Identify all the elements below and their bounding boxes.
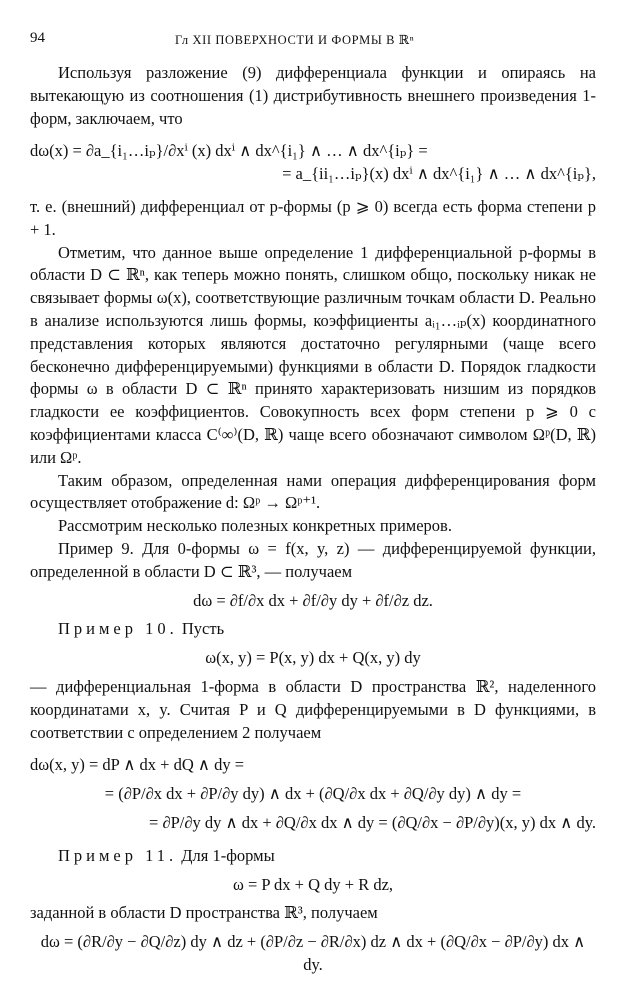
paragraph-example-10-body: — дифференциальная 1-форма в области D пространства ℝ², наделенного координатами x, y. Считая P и Q дифференцируемыми в D функциями, в соответствии с определением 2 получаем bbox=[30, 676, 596, 742]
equation-line: = ∂P/∂y dy ∧ dx + ∂Q/∂x dx ∧ dy = (∂Q/∂x − ∂P/∂y)(x, y) dx ∧ dy. bbox=[149, 812, 596, 832]
paragraph-remark: Отметим, что данное выше определение 1 дифференциальной p-формы в области D ⊂ ℝⁿ, как теперь можно понять, слишком общо, поскольку никак не связывает формы ω(x), соответствующие различным точкам области D. Реально в анализе используются лишь формы, коэффициенты aᵢ₁…ᵢₚ(x) координатного представления которых являются достаточно регулярными (чаще всего бесконечно дифференцируемыми) функциями в области D. Порядок гладкости формы ω в области D ⊂ ℝⁿ принято характеризовать низшим из порядков гладкости ее коэффициентов. Совокупность всех форм степени p ⩾ 0 с коэффициентами класса C⁽∞⁾(D, ℝ) чаще всего обозначают символом Ωᵖ(D, ℝ) или Ωᵖ. bbox=[30, 242, 596, 467]
page-body bbox=[30, 62, 596, 983]
paragraph-example-11 bbox=[30, 845, 596, 868]
example-11-text: Для 1-формы bbox=[181, 845, 275, 865]
running-title: Гл XII ПОВЕРХНОСТИ И ФОРМЫ В ℝⁿ bbox=[175, 33, 415, 47]
equation-example-10 bbox=[30, 754, 596, 834]
equation-line: dω(x) = ∂a_{i₁…iₚ}/∂xⁱ (x) dxⁱ ∧ dx^{i₁} ∧ … ∧ dx^{iₚ} = bbox=[30, 141, 428, 161]
equation-line: dω(x, y) = dP ∧ dx + dQ ∧ dy = bbox=[30, 755, 245, 775]
paragraph-degree: т. е. (внешний) дифференциал от p-формы (p ⩾ 0) всегда есть форма степени p + 1. bbox=[30, 196, 596, 239]
paragraph-example-9: Пример 9. Для 0-формы ω = f(x, y, z) — дифференцируемой функции, определенной в области D ⊂ ℝ³, — получаем bbox=[30, 538, 596, 581]
equation-line: = (∂P/∂x dx + ∂P/∂y dy) ∧ dx + (∂Q/∂x dx + ∂Q/∂y dy) ∧ dy = bbox=[104, 784, 522, 804]
equation-form-omega-2d: ω(x, y) = P(x, y) dx + Q(x, y) dy bbox=[205, 648, 421, 668]
paragraph-mapping: Таким образом, определенная нами операция дифференцирования форм осуществляет отображение d: Ωᵖ → Ωᵖ⁺¹. bbox=[30, 470, 596, 513]
paragraph-examples-intro: Рассмотрим несколько полезных конкретных примеров. bbox=[58, 516, 452, 536]
equation-form-omega-3d: ω = P dx + Q dy + R dz, bbox=[232, 874, 394, 894]
equation-example-11: dω = (∂R/∂y − ∂Q/∂z) dy ∧ dz + (∂P/∂z − ∂R/∂x) dz ∧ dx + (∂Q/∂x − ∂P/∂y) dx ∧ dy. bbox=[40, 932, 586, 974]
paragraph-example-10 bbox=[30, 618, 596, 641]
equation-differential-of-form bbox=[30, 140, 596, 186]
equation-example-9: dω = ∂f/∂x dx + ∂f/∂y dy + ∂f/∂z dz. bbox=[193, 590, 433, 610]
equation-line: = a_{ii₁…iₚ}(x) dxⁱ ∧ dx^{i₁} ∧ … ∧ dx^{iₚ}, bbox=[282, 164, 596, 184]
example-11-label: Пример 11. bbox=[58, 845, 178, 865]
paragraph-example-11-body: заданной в области D пространства ℝ³, получаем bbox=[30, 903, 378, 923]
example-10-label: Пример 10. bbox=[58, 619, 178, 639]
example-10-text: Пусть bbox=[181, 619, 225, 639]
page-header bbox=[30, 30, 598, 50]
page-number: 94 bbox=[30, 30, 45, 46]
paragraph-intro: Используя разложение (9) дифференциала функции и опираясь на вытекающую из соотношения (1) дистрибутивность внешнего произведения 1-форм, заключаем, что bbox=[30, 63, 596, 128]
